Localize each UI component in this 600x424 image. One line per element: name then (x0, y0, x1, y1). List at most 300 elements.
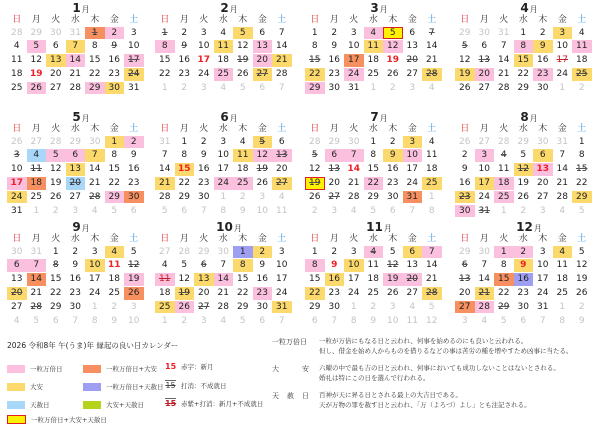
day-cell-other-month: 7 (331, 315, 338, 326)
day-cell-other-month: 1 (428, 191, 435, 202)
day-cell: 2 (331, 246, 338, 257)
weekday-header: 日 (160, 15, 170, 25)
day-cell-other-month: 3 (259, 191, 266, 202)
day-cell-other-month: 2 (181, 82, 188, 93)
weekday-header: 土 (277, 15, 287, 25)
weekday-header: 火 (499, 15, 509, 25)
day-cell: 5 (27, 40, 47, 53)
day-cell: 23 (328, 287, 340, 298)
day-cell: 3 (350, 27, 357, 38)
day-cell-other-month: 6 (259, 315, 266, 326)
day-cell: 28 (217, 301, 229, 312)
day-cell: 22 (178, 177, 190, 188)
month-number: 7 (370, 110, 379, 124)
month-number: 9 (72, 220, 81, 234)
day-cell: 6 (200, 260, 207, 271)
day-cell: 27 (537, 191, 549, 202)
definition-line: 天が万物の罪を赦す日と云われ、「万（よろづ）よし」とも注記される。 (319, 400, 531, 409)
day-cell: 29 (105, 191, 125, 204)
day-cell: 6 (66, 149, 86, 162)
month-grid (155, 234, 298, 328)
day-cell: 14 (214, 273, 234, 286)
day-cell: 15 (108, 164, 120, 175)
definition-line: 但し、借金を始め人からものを借りるなどの事は苦労の種を増やすため凶事に当たる。 (319, 346, 573, 355)
day-cell-other-month: 6 (520, 315, 527, 326)
day-cell: 23 (455, 191, 475, 204)
day-cell: 12 (459, 55, 471, 66)
definition-taian (272, 364, 600, 383)
weekday-header: 水 (218, 234, 228, 244)
weekday-header: 日 (310, 234, 320, 244)
day-cell: 28 (276, 68, 288, 79)
day-cell: 9 (331, 41, 338, 52)
day-cell: 15 (89, 55, 101, 66)
legend-label: 赤紫+打消：新月+不成就日 (181, 399, 264, 408)
weekday-header: 金 (109, 15, 119, 25)
day-cell: 16 (198, 164, 210, 175)
day-cell: 17 (537, 274, 549, 285)
day-cell: 30 (328, 82, 340, 93)
day-cell-other-month: 4 (481, 315, 488, 326)
day-cell: 6 (461, 260, 468, 271)
day-cell: 7 (161, 150, 168, 161)
day-cell: 26 (387, 68, 399, 79)
day-cell: 25 (572, 68, 592, 81)
month-title (160, 111, 298, 124)
day-cell: 27 (50, 82, 62, 93)
day-cell: 4 (428, 136, 435, 147)
day-cell: 15 (309, 274, 321, 285)
month-suffix: 月 (383, 224, 392, 233)
day-cell: 16 (537, 55, 549, 66)
day-cell: 18 (11, 68, 23, 79)
day-cell: 8 (111, 150, 118, 161)
day-cell: 7 (344, 149, 364, 162)
day-cell-other-month: 29 (459, 27, 471, 38)
day-cell: 28 (422, 287, 442, 300)
weekday-header: 土 (427, 234, 437, 244)
day-cell: 14 (66, 54, 86, 67)
day-cell: 30 (69, 301, 81, 312)
day-cell-other-month: 9 (239, 205, 246, 216)
day-cell: 23 (517, 287, 529, 298)
definition-line: 百神が天に昇る日とされる最上の大吉日である。 (319, 391, 462, 399)
day-cell: 5 (461, 41, 468, 52)
day-cell: 20 (403, 273, 423, 286)
day-cell: 23 (387, 177, 399, 188)
day-cell-other-month: 28 (11, 27, 23, 38)
day-cell: 3 (13, 150, 20, 161)
day-cell: 9 (200, 150, 207, 161)
weekday-header: 木 (538, 124, 548, 134)
month-number: 11 (366, 220, 383, 234)
day-cell: 11 (426, 150, 438, 161)
day-cell: 10 (537, 260, 549, 271)
day-cell: 30 (537, 82, 549, 93)
weekday-header: 土 (277, 124, 287, 134)
day-cell: 18 (108, 274, 120, 285)
weekday-header: 金 (557, 124, 567, 134)
definition-line: 六曜の中で最も吉の日と云われ、何事においても成功しないことはないとされる。 (319, 364, 560, 372)
day-cell: 15 (494, 273, 514, 286)
day-cell: 25 (494, 191, 514, 204)
weekday-header: 月 (479, 234, 489, 244)
weekday-header: 水 (70, 15, 80, 25)
day-cell-other-month: 27 (159, 246, 171, 257)
weekday-header: 金 (407, 15, 417, 25)
legend-label: 大安+天赦日 (106, 401, 144, 409)
day-cell-other-month: 12 (426, 315, 438, 326)
day-cell-other-month: 7 (278, 315, 285, 326)
sample-strike-number: 15 (165, 381, 176, 390)
day-cell: 2 (105, 27, 125, 40)
day-cell: 7 (559, 150, 566, 161)
day-cell: 24 (89, 287, 101, 298)
day-cell: 25 (108, 287, 120, 298)
weekday-header: 水 (368, 15, 378, 25)
day-cell: 7 (27, 259, 47, 272)
month-5 (4, 109, 150, 218)
day-cell-other-month: 4 (350, 205, 357, 216)
weekday-header: 月 (31, 15, 41, 25)
day-cell: 19 (305, 177, 325, 190)
day-cell-other-month: 4 (13, 315, 20, 326)
day-cell: 8 (370, 150, 377, 161)
day-cell-other-month: 3 (200, 315, 207, 326)
definition-term (272, 364, 309, 383)
day-cell: 16 (387, 164, 399, 175)
weekday-header: 土 (129, 124, 139, 134)
month-grid (7, 124, 150, 218)
day-cell: 17 (276, 274, 288, 285)
day-cell-other-month: 6 (130, 205, 137, 216)
day-cell-other-month: 1 (91, 301, 98, 312)
weekday-header: 水 (518, 234, 528, 244)
day-cell-other-month: 6 (311, 315, 318, 326)
day-cell: 27 (69, 191, 81, 202)
day-cell: 6 (325, 149, 345, 162)
day-cell-other-month: 2 (370, 301, 377, 312)
day-cell: 15 (237, 274, 249, 285)
day-cell: 18 (426, 164, 438, 175)
day-cell: 28 (422, 68, 442, 81)
day-cell-other-month: 6 (181, 205, 188, 216)
day-cell: 22 (576, 177, 588, 188)
day-cell: 13 (478, 55, 490, 66)
day-cell: 2 (181, 27, 188, 38)
month-title (160, 2, 298, 15)
day-cell: 22 (305, 287, 325, 300)
weekday-header: 木 (538, 234, 548, 244)
day-cell: 21 (217, 287, 229, 298)
day-cell-other-month: 29 (30, 27, 42, 38)
day-cell-other-month: 5 (500, 315, 507, 326)
day-cell-other-month: 1 (350, 301, 357, 312)
day-cell: 15 (175, 163, 195, 176)
weekday-header: 土 (427, 124, 437, 134)
month-number: 4 (520, 1, 529, 15)
day-cell: 11 (11, 55, 23, 66)
month-grid (455, 234, 598, 328)
legend-swatch-violet (83, 383, 101, 391)
day-cell: 4 (161, 260, 168, 271)
day-cell: 20 (459, 287, 471, 298)
definition-ichiryu (272, 337, 600, 356)
day-cell: 11 (498, 164, 510, 175)
day-cell: 19 (237, 55, 249, 66)
day-cell: 3 (220, 136, 227, 147)
weekday-header: 月 (179, 234, 189, 244)
day-cell-other-month: 7 (72, 315, 79, 326)
day-cell: 10 (85, 259, 105, 272)
day-cell: 3 (350, 246, 357, 257)
day-cell: 30 (124, 191, 144, 204)
day-cell: 7 (422, 246, 442, 259)
day-cell: 17 (475, 177, 495, 190)
day-cell: 15 (514, 54, 534, 67)
day-cell-other-month: 1 (220, 191, 227, 202)
day-cell: 13 (328, 164, 340, 175)
day-cell: 28 (348, 191, 360, 202)
day-cell: 3 (475, 149, 495, 162)
day-cell-other-month: 29 (517, 136, 529, 147)
day-cell: 7 (428, 27, 435, 38)
day-cell-other-month: 2 (111, 301, 118, 312)
month-number: 6 (220, 110, 229, 124)
day-cell-other-month: 31 (498, 27, 510, 38)
day-cell: 26 (27, 82, 47, 95)
month-10 (152, 219, 298, 328)
day-cell: 4 (364, 246, 384, 259)
day-cell: 3 (539, 246, 546, 257)
legend-swatch-green (83, 401, 101, 409)
month-7 (302, 109, 448, 218)
term-char: 安 (302, 365, 309, 373)
day-cell: 13 (406, 260, 418, 271)
weekday-header: 火 (51, 234, 61, 244)
day-cell: 16 (69, 274, 81, 285)
weekday-header: 水 (518, 15, 528, 25)
day-cell: 13 (272, 149, 292, 162)
day-cell: 7 (278, 27, 285, 38)
day-cell-other-month: 1 (161, 315, 168, 326)
legend-swatch-blue (7, 401, 25, 409)
month-title (460, 221, 598, 234)
day-cell: 25 (155, 301, 175, 314)
legend-taian (7, 382, 43, 391)
weekday-header: 金 (407, 234, 417, 244)
day-cell: 20 (328, 177, 340, 188)
day-cell: 25 (556, 287, 568, 298)
day-cell: 26 (237, 68, 249, 79)
month-suffix: 月 (379, 114, 388, 123)
day-cell: 29 (178, 191, 190, 202)
calendar-title: 2026 令和8年 午(うま)年 縁起の良い日カレンダー (7, 341, 179, 350)
day-cell: 17 (344, 54, 364, 67)
day-cell: 27 (328, 191, 340, 202)
day-cell: 26 (309, 191, 321, 202)
weekday-header: 木 (90, 124, 100, 134)
day-cell: 19 (256, 164, 268, 175)
definition-line: 一粒が万倍にもなる日と云われ、何事を始めるのにも良いと云われる。 (319, 337, 528, 345)
definitions (272, 337, 600, 418)
weekday-header: 土 (427, 15, 437, 25)
day-cell: 21 (30, 287, 42, 298)
day-cell: 17 (406, 164, 418, 175)
day-cell-other-month: 5 (239, 82, 246, 93)
month-9 (4, 219, 150, 328)
day-cell: 29 (517, 82, 529, 93)
month-1 (4, 0, 150, 95)
day-cell: 10 (556, 41, 568, 52)
sample-red-number: 15 (165, 362, 177, 371)
day-cell: 28 (498, 82, 510, 93)
legend-label: 一粒万倍日+大安 (106, 365, 157, 373)
month-title (310, 221, 448, 234)
day-cell: 1 (181, 136, 188, 147)
day-cell-other-month: 7 (278, 82, 285, 93)
weekday-header: 金 (109, 234, 119, 244)
day-cell: 8 (233, 259, 253, 272)
legend-label: 天赦日 (30, 401, 50, 409)
month-suffix: 月 (81, 5, 90, 14)
weekday-header: 火 (499, 234, 509, 244)
day-cell: 12 (383, 40, 403, 53)
day-cell: 31 (403, 191, 423, 204)
day-cell: 27 (272, 177, 292, 190)
day-cell: 1 (233, 246, 253, 259)
day-cell: 27 (253, 68, 273, 81)
term-char: 赦 (287, 392, 294, 400)
day-cell-other-month: 31 (159, 136, 171, 147)
weekday-header: 土 (577, 124, 587, 134)
day-cell: 20 (7, 287, 27, 300)
day-cell: 18 (237, 164, 249, 175)
weekday-header: 木 (238, 124, 248, 134)
month-suffix: 月 (379, 5, 388, 14)
day-cell: 9 (130, 150, 137, 161)
day-cell-other-month: 28 (498, 136, 510, 147)
day-cell-other-month: 1 (500, 205, 507, 216)
term-char: 天 (272, 392, 279, 400)
day-cell: 26 (517, 191, 529, 202)
day-cell: 28 (475, 301, 495, 314)
day-cell: 18 (27, 177, 47, 190)
day-cell: 13 (533, 163, 553, 176)
month-4 (452, 0, 598, 95)
day-cell: 22 (237, 287, 249, 298)
day-cell: 10 (217, 150, 229, 161)
weekday-header: 日 (310, 124, 320, 134)
day-cell-other-month: 3 (409, 82, 416, 93)
weekday-header: 土 (129, 234, 139, 244)
day-cell-other-month: 7 (539, 315, 546, 326)
day-cell: 10 (128, 41, 140, 52)
day-cell: 9 (514, 259, 534, 272)
day-cell-other-month: 2 (389, 82, 396, 93)
day-cell: 6 (7, 259, 27, 272)
weekday-header: 月 (329, 234, 339, 244)
day-cell: 19 (576, 274, 588, 285)
day-cell: 23 (178, 68, 190, 79)
day-cell: 3 (91, 246, 98, 257)
day-cell: 17 (348, 274, 360, 285)
day-cell: 7 (220, 260, 227, 271)
day-cell-other-month: 30 (537, 136, 549, 147)
term-char: 日 (302, 392, 309, 400)
day-cell: 28 (556, 191, 568, 202)
legend-newmoon-fujoju (165, 398, 263, 408)
weekday-header: 月 (479, 15, 489, 25)
day-cell: 21 (426, 274, 438, 285)
day-cell: 16 (459, 177, 471, 188)
day-cell: 24 (556, 68, 568, 79)
weekday-header: 水 (368, 124, 378, 134)
day-cell: 20 (253, 54, 273, 67)
day-cell: 17 (7, 177, 27, 190)
day-cell: 18 (556, 274, 568, 285)
day-cell: 13 (66, 163, 86, 176)
day-cell: 22 (159, 68, 171, 79)
day-cell: 21 (426, 55, 438, 66)
day-cell-other-month: 30 (478, 246, 490, 257)
day-cell: 4 (578, 27, 585, 38)
day-cell: 8 (52, 260, 59, 271)
day-cell: 22 (498, 287, 510, 298)
definition-line: 婚礼は特にこの日を選んで行われる。 (319, 373, 430, 382)
day-cell: 27 (11, 301, 23, 312)
weekday-header: 日 (12, 124, 22, 134)
legend-swatch-pink (7, 365, 25, 373)
day-cell: 13 (253, 40, 273, 53)
day-cell: 5 (383, 27, 403, 40)
day-cell: 7 (85, 149, 105, 162)
day-cell: 22 (89, 68, 101, 79)
month-title (460, 2, 598, 15)
day-cell: 24 (537, 287, 549, 298)
day-cell: 19 (386, 55, 400, 66)
weekday-header: 火 (51, 124, 61, 134)
month-grid (305, 15, 448, 95)
day-cell: 21 (89, 177, 101, 188)
month-title (12, 2, 150, 15)
day-cell: 4 (500, 150, 507, 161)
day-cell: 10 (403, 149, 423, 162)
day-cell-other-month: 30 (478, 27, 490, 38)
day-cell: 26 (256, 177, 268, 188)
legend-new-moon (165, 362, 214, 371)
weekday-header: 水 (70, 234, 80, 244)
day-cell: 4 (220, 27, 227, 38)
month-number: 2 (220, 1, 229, 15)
day-cell-other-month: 1 (559, 301, 566, 312)
day-cell: 11 (556, 260, 568, 271)
weekday-header: 日 (160, 234, 170, 244)
day-cell: 10 (478, 164, 490, 175)
day-cell-other-month: 29 (328, 136, 340, 147)
weekday-header: 木 (538, 15, 548, 25)
day-cell: 17 (89, 274, 101, 285)
day-cell: 25 (214, 68, 234, 81)
day-cell-other-month: 3 (130, 301, 137, 312)
day-cell: 17 (217, 164, 229, 175)
term-char: 大 (272, 365, 279, 373)
day-cell: 29 (498, 301, 510, 312)
day-cell: 22 (108, 177, 120, 188)
weekday-header: 水 (368, 234, 378, 244)
day-cell-other-month: 3 (200, 82, 207, 93)
weekday-header: 日 (460, 15, 470, 25)
